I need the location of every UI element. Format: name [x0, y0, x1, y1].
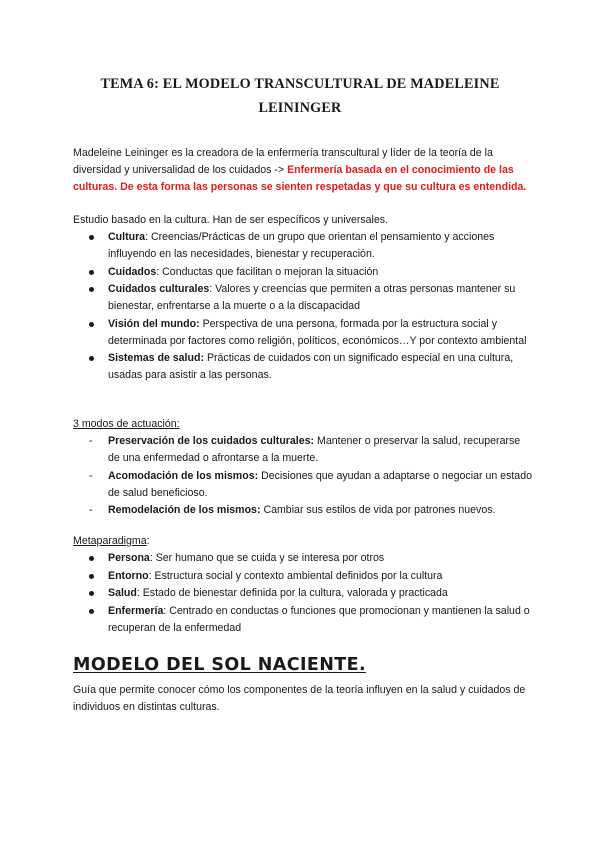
item-term: Salud: [108, 587, 137, 599]
item-desc: Conductas que facilitan o mejoran la situación: [162, 265, 379, 278]
list-item: Entorno: Estructura social y contexto ambiental definidos por la cultura: [73, 568, 533, 585]
sol-naciente-heading: MODELO DEL SOL NACIENTE.: [73, 655, 367, 675]
item-term: Sistemas de salud:: [108, 352, 204, 364]
item-term: Cuidados: [108, 265, 157, 278]
metaparadigma-list: [73, 550, 533, 637]
list-item: [73, 502, 533, 519]
page-title: TEMA 6: EL MODELO TRANSCULTURAL DE MADELEINE LEININGER: [100, 76, 500, 116]
metaparadigma-heading-line: [73, 533, 533, 550]
item-desc: Prácticas de cuidados con un significado especial en una cultura, usadas para asistir a las personas.: [108, 352, 514, 381]
item-term: Enfermería: [108, 604, 164, 617]
item-term: Cultura: [108, 231, 146, 243]
list-item: [73, 281, 533, 315]
list-item: [73, 468, 533, 502]
item-desc: Mantener o preservar la salud, recuperarse de una enfermedad o afrontarse a la muerte.: [108, 435, 521, 464]
list-item: [73, 350, 533, 384]
item-term: Persona: [108, 552, 150, 564]
estudio-text: Estudio basado en la cultura. Han de ser específicos y universales.: [73, 214, 389, 226]
list-item: [73, 229, 533, 263]
item-desc: Estructura social y contexto ambiental definidos por la cultura: [154, 569, 443, 582]
metaparadigma-colon: :: [146, 535, 150, 547]
item-term: Preservación de los cuidados culturales:: [108, 435, 315, 447]
item-term: Acomodación de los mismos:: [108, 469, 259, 482]
list-item: Salud: Estado de bienestar definida por la cultura, valorada y practicada: [73, 585, 533, 602]
intro-text: Madeleine Leininger es la creadora de la enfermería transcultural y líder de la teoría de la diversidad y universalidad de los cuidados ->: [73, 147, 493, 176]
sol-naciente-text: Guía que permite conocer cómo los componentes de la teoría influyen en la salud y cuidados de individuos en distintas culturas.: [73, 684, 526, 713]
item-term: Remodelación de los mismos:: [108, 504, 261, 516]
metaparadigma-section: [73, 533, 533, 637]
item-desc: Valores y creencias que permiten a otras personas mantener su bienestar, enfrentarse a la muerte o a la discapacidad: [108, 283, 516, 312]
intro-paragraph: [73, 145, 533, 196]
item-sep: :: [209, 283, 216, 295]
list-item: Enfermería: Centrado en conductas o funciones que promocionan y mantienen la salud o recuperan de la enfermedad: [73, 603, 533, 637]
item-desc: Perspectiva de una persona, formada por la estructura social y determinada por factores como religión, políticos, económicos…Y por contexto ambiental: [108, 317, 527, 347]
item-term: Visión del mundo:: [108, 317, 200, 330]
item-desc: Cambiar sus estilos de vida por patrones nuevos.: [263, 504, 496, 516]
item-term: Cuidados culturales: [108, 283, 210, 295]
estudio-list: [73, 229, 533, 384]
modos-list: [73, 433, 533, 519]
item-desc: Centrado en conductas o funciones que promocionan y mantienen la salud o recuperan de la enfermedad: [108, 604, 530, 634]
item-sep: :: [156, 265, 163, 278]
metaparadigma-heading: Metaparadigma: [73, 535, 147, 547]
item-desc: Estado de bienestar definida por la cultura, valorada y practicada: [142, 587, 448, 599]
intro-highlight: Enfermería basada en el conocimiento de las culturas. De esta forma las personas se sienten respetadas y que su cultura es entendida.: [73, 164, 527, 193]
list-item: [73, 433, 533, 467]
item-desc: Ser humano que se cuida y se interesa por otros: [155, 552, 385, 564]
item-desc: Creencias/Prácticas de un grupo que orientan el pensamiento y acciones influyendo en las necesidades, bienestar y recuperación.: [108, 231, 495, 260]
item-desc: Decisiones que ayudan a adaptarse o negociar un estado de salud beneficioso.: [108, 469, 532, 499]
list-item: [73, 264, 533, 281]
item-sep: :: [145, 231, 151, 243]
modos-heading: 3 modos de actuación:: [73, 418, 180, 430]
list-item: [73, 316, 533, 350]
modos-section: [73, 416, 533, 520]
item-term: Entorno: [108, 569, 149, 582]
estudio-section: [73, 212, 533, 385]
list-item: Persona: Ser humano que se cuida y se interesa por otros: [73, 550, 533, 567]
